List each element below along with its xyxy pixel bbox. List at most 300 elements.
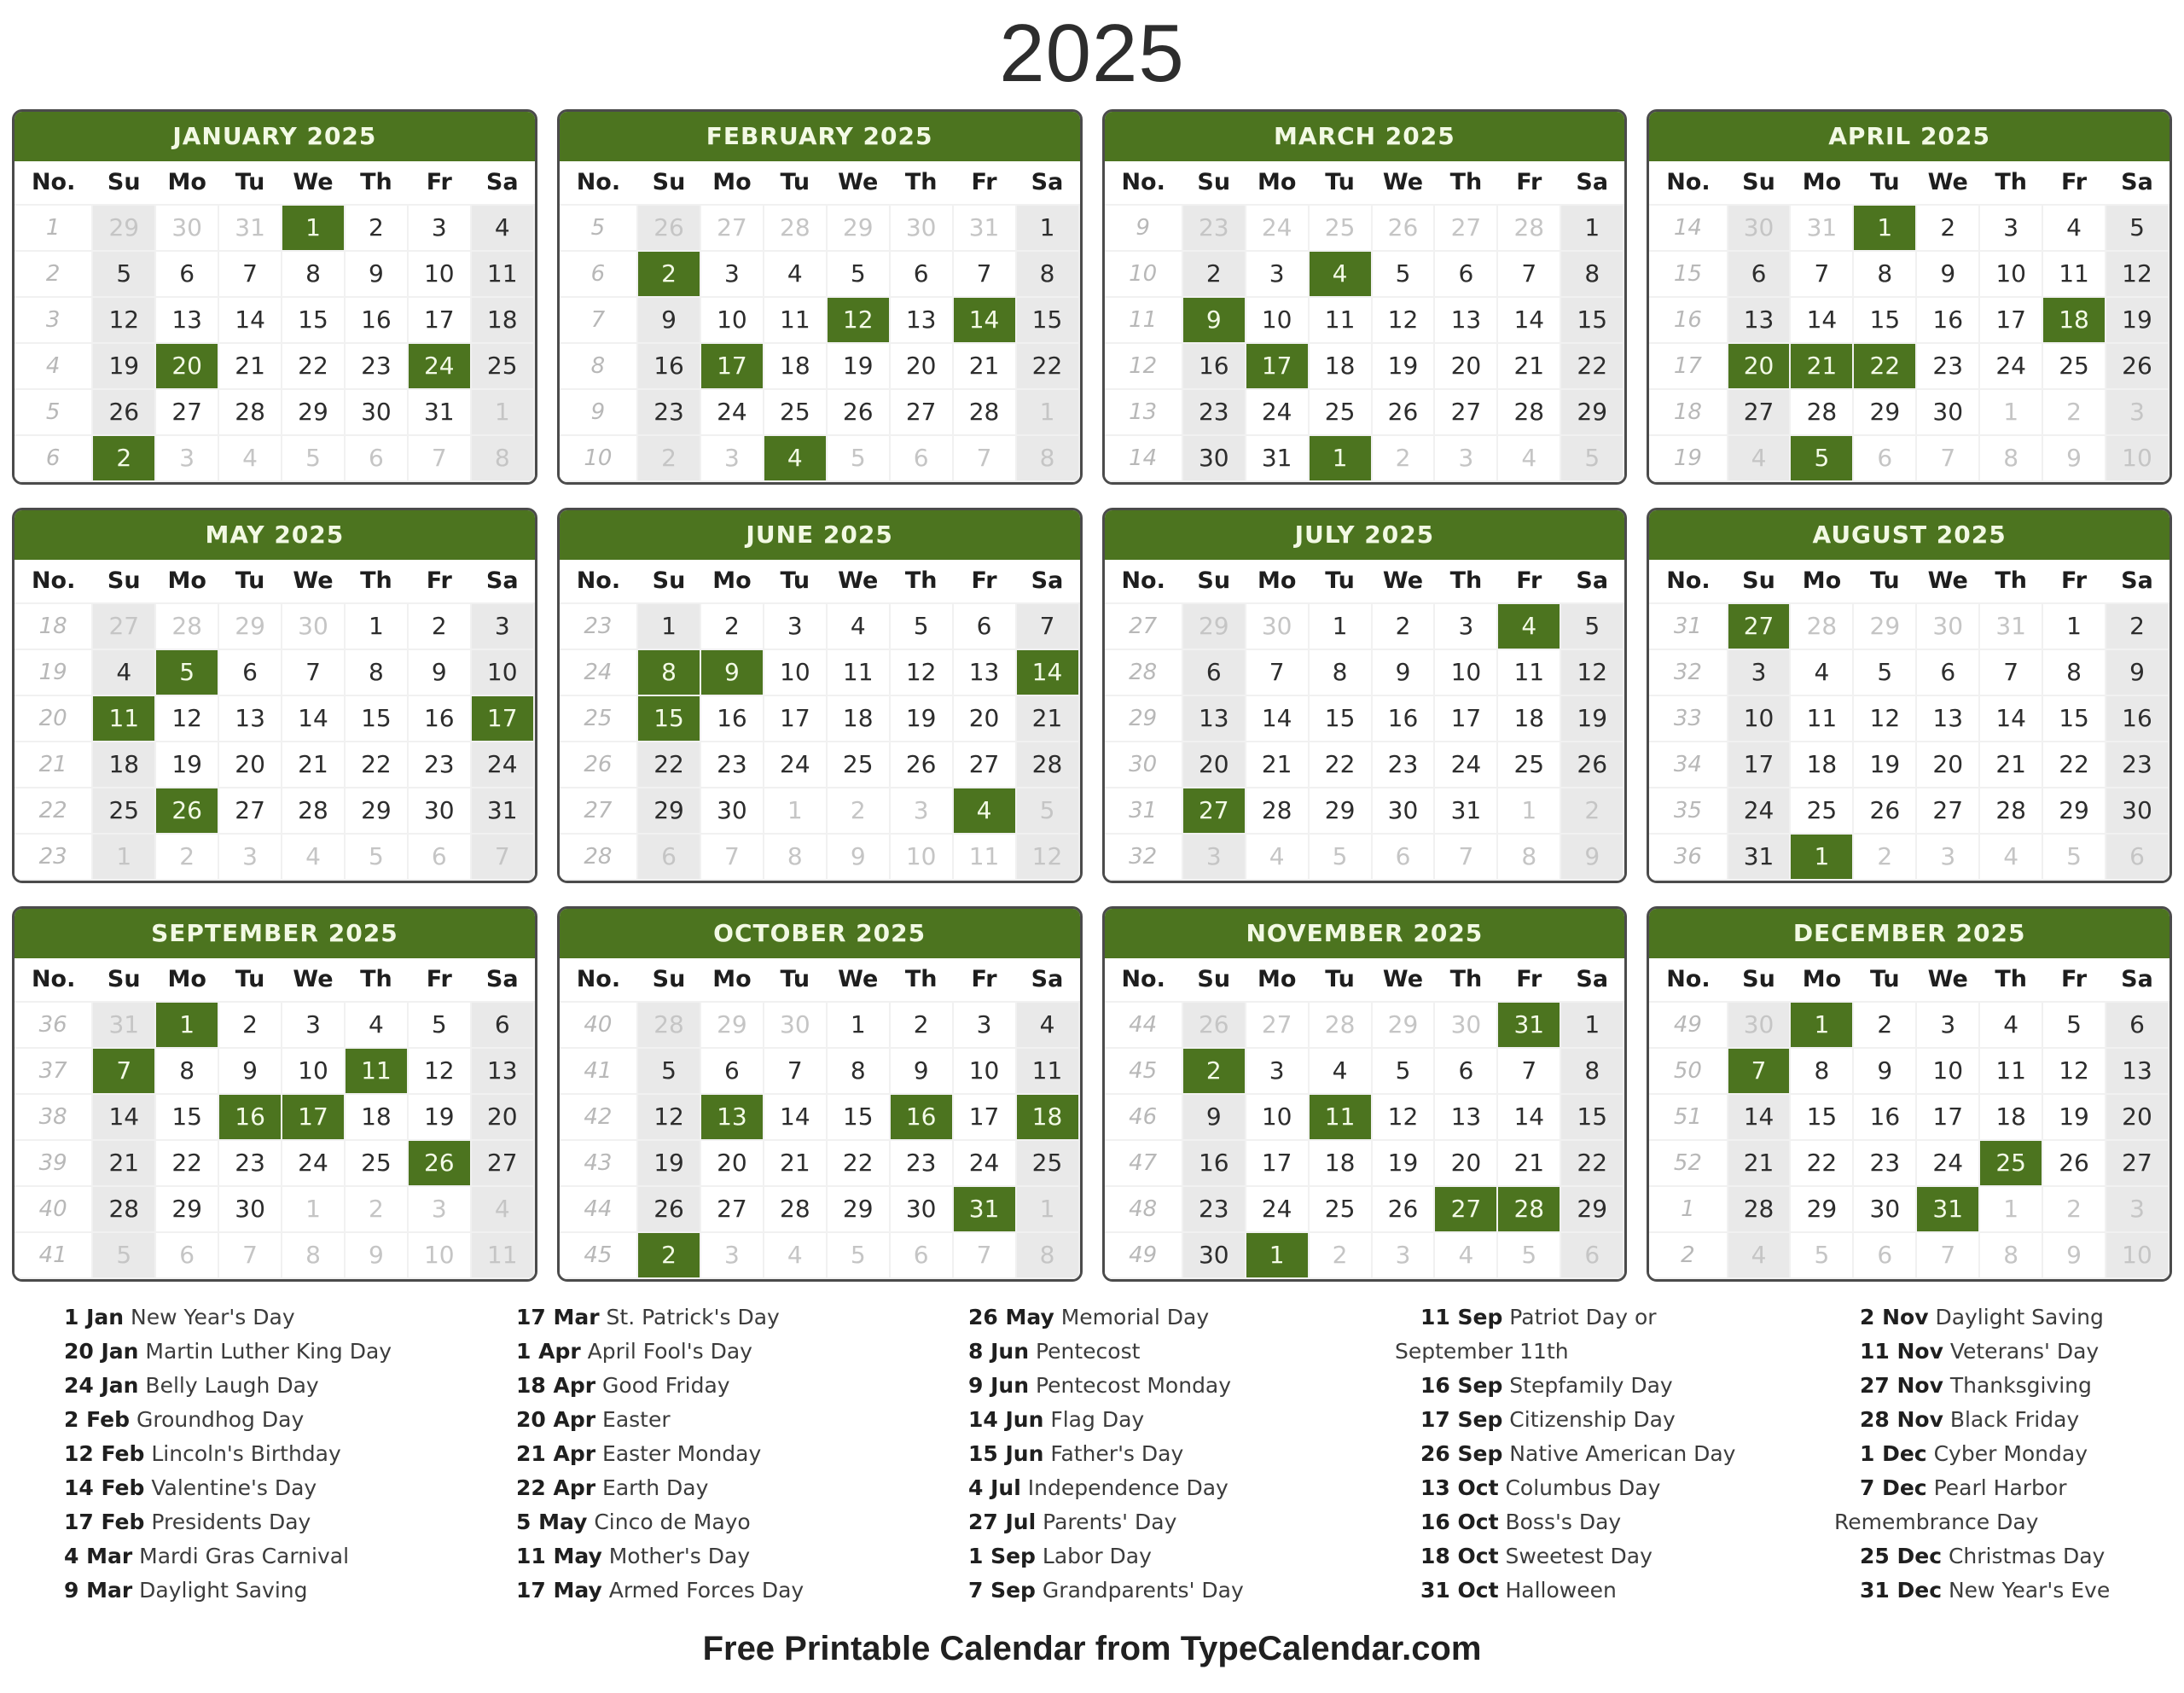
day-cell: 15 xyxy=(1790,1094,1853,1140)
holiday-item xyxy=(1395,1437,1834,1471)
day-cell: 1 xyxy=(1979,1186,2042,1232)
holiday-name: Independence Day xyxy=(1020,1475,1228,1500)
day-cell: 10 xyxy=(282,1048,345,1094)
day-cell: 6 xyxy=(1853,1232,1916,1278)
day-cell: 6 xyxy=(1853,435,1916,481)
day-cell: 22 xyxy=(1016,343,1079,389)
day-cell: 2 xyxy=(1182,251,1246,297)
week-row xyxy=(1649,251,2169,297)
day-cell: 31 xyxy=(408,389,471,435)
weekday-header-cell: Fr xyxy=(1497,958,1560,1002)
day-cell: 18 xyxy=(764,343,827,389)
weekday-header-row xyxy=(15,560,534,603)
week-row xyxy=(1105,603,1624,649)
day-cell: 6 xyxy=(890,435,953,481)
week-row xyxy=(1649,695,2169,742)
holiday-date: 28 Nov xyxy=(1860,1406,1943,1432)
day-cell: 30 xyxy=(1728,1002,1791,1048)
day-cell: 21 xyxy=(1497,1140,1560,1186)
holiday-day-cell: 21 xyxy=(1790,343,1853,389)
holiday-item xyxy=(38,1369,491,1403)
holiday-item xyxy=(1834,1335,2179,1369)
day-cell: 25 xyxy=(1016,1140,1079,1186)
day-cell: 10 xyxy=(2106,1232,2169,1278)
week-number-cell: 47 xyxy=(1105,1140,1182,1186)
week-number-cell: 30 xyxy=(1105,742,1182,788)
holiday-name: Black Friday xyxy=(1943,1406,2080,1432)
day-cell: 4 xyxy=(218,435,282,481)
day-cell: 3 xyxy=(1728,649,1791,695)
day-cell: 7 xyxy=(1790,251,1853,297)
week-number-cell: 43 xyxy=(560,1140,637,1186)
day-cell: 20 xyxy=(2106,1094,2169,1140)
weekday-header-cell: No. xyxy=(1105,161,1182,205)
weekday-header-cell: Mo xyxy=(1790,560,1853,603)
day-cell: 27 xyxy=(1434,389,1497,435)
holiday-day-cell: 2 xyxy=(1182,1048,1246,1094)
week-row xyxy=(560,1094,1079,1140)
day-cell: 26 xyxy=(2106,343,2169,389)
week-row xyxy=(1105,1232,1624,1278)
day-cell: 6 xyxy=(1182,649,1246,695)
weekday-header-cell: Su xyxy=(92,161,155,205)
day-cell: 17 xyxy=(953,1094,1016,1140)
week-number-cell: 38 xyxy=(15,1094,92,1140)
day-cell: 2 xyxy=(1309,1232,1372,1278)
day-cell: 10 xyxy=(700,297,764,343)
weekday-header-cell: Sa xyxy=(2106,958,2169,1002)
holiday-date: 25 Dec xyxy=(1860,1543,1943,1568)
week-row xyxy=(560,1002,1079,1048)
day-cell: 8 xyxy=(1560,251,1623,297)
weekday-header-cell: Mo xyxy=(700,161,764,205)
day-cell: 6 xyxy=(1434,1048,1497,1094)
holiday-name: Armed Forces Day xyxy=(601,1577,804,1603)
weekday-header-cell: Su xyxy=(92,958,155,1002)
day-cell: 27 xyxy=(1246,1002,1309,1048)
weekday-header-cell: Su xyxy=(1182,958,1246,1002)
day-cell: 30 xyxy=(155,205,218,251)
holiday-item xyxy=(1395,1471,1834,1505)
week-number-cell: 24 xyxy=(560,649,637,695)
holiday-date: 7 Sep xyxy=(968,1577,1036,1603)
weekday-header-cell: No. xyxy=(560,161,637,205)
day-cell: 19 xyxy=(155,742,218,788)
day-cell: 10 xyxy=(408,251,471,297)
month-card xyxy=(557,906,1083,1282)
day-cell: 31 xyxy=(1246,435,1309,481)
day-cell: 4 xyxy=(764,1232,827,1278)
day-cell: 18 xyxy=(345,1094,408,1140)
holiday-day-cell: 1 xyxy=(282,205,345,251)
day-cell: 7 xyxy=(1916,1232,1979,1278)
holiday-day-cell: 11 xyxy=(92,695,155,742)
day-cell: 8 xyxy=(2042,649,2106,695)
day-cell: 29 xyxy=(1560,1186,1623,1232)
day-cell: 9 xyxy=(2042,435,2106,481)
holiday-day-cell: 20 xyxy=(1728,343,1791,389)
day-cell: 8 xyxy=(471,435,534,481)
day-cell: 18 xyxy=(1497,695,1560,742)
day-cell: 6 xyxy=(218,649,282,695)
day-cell: 4 xyxy=(282,834,345,880)
week-number-cell: 14 xyxy=(1649,205,1727,251)
weekday-header-cell: Su xyxy=(1728,560,1791,603)
weekday-header-cell: Tu xyxy=(218,560,282,603)
holiday-day-cell: 7 xyxy=(1728,1048,1791,1094)
day-cell: 23 xyxy=(637,389,700,435)
holiday-item xyxy=(491,1369,943,1403)
week-number-cell: 45 xyxy=(1105,1048,1182,1094)
month-card xyxy=(12,109,537,485)
day-cell: 5 xyxy=(1497,1232,1560,1278)
month-table xyxy=(1649,958,2169,1279)
holiday-date: 16 Sep xyxy=(1420,1372,1503,1398)
day-cell: 4 xyxy=(1246,834,1309,880)
week-number-cell: 22 xyxy=(15,788,92,834)
weekday-header-cell: We xyxy=(1916,958,1979,1002)
day-cell: 29 xyxy=(1790,1186,1853,1232)
weekday-header-cell: We xyxy=(827,161,890,205)
day-cell: 26 xyxy=(1372,205,1435,251)
day-cell: 8 xyxy=(1016,1232,1079,1278)
day-cell: 14 xyxy=(92,1094,155,1140)
day-cell: 3 xyxy=(2106,389,2169,435)
holiday-day-cell: 1 xyxy=(1790,834,1853,880)
holiday-item xyxy=(1395,1403,1834,1437)
weekday-header-cell: No. xyxy=(560,958,637,1002)
day-cell: 1 xyxy=(1497,788,1560,834)
holiday-name: Patriot Day or September 11th xyxy=(1395,1304,1657,1364)
day-cell: 5 xyxy=(827,1232,890,1278)
day-cell: 16 xyxy=(1853,1094,1916,1140)
day-cell: 8 xyxy=(1790,1048,1853,1094)
holiday-item xyxy=(38,1574,491,1608)
day-cell: 11 xyxy=(1309,297,1372,343)
day-cell: 6 xyxy=(2106,834,2169,880)
day-cell: 24 xyxy=(700,389,764,435)
week-number-cell: 28 xyxy=(1105,649,1182,695)
day-cell: 10 xyxy=(1434,649,1497,695)
day-cell: 22 xyxy=(2042,742,2106,788)
day-cell: 7 xyxy=(700,834,764,880)
day-cell: 4 xyxy=(1790,649,1853,695)
day-cell: 20 xyxy=(1182,742,1246,788)
day-cell: 5 xyxy=(408,1002,471,1048)
day-cell: 11 xyxy=(471,1232,534,1278)
holiday-item xyxy=(1395,1300,1834,1369)
day-cell: 2 xyxy=(155,834,218,880)
holiday-day-cell: 1 xyxy=(1309,435,1372,481)
holiday-day-cell: 5 xyxy=(155,649,218,695)
week-number-cell: 40 xyxy=(15,1186,92,1232)
day-cell: 25 xyxy=(471,343,534,389)
week-number-cell: 6 xyxy=(15,435,92,481)
weekday-header-cell: Sa xyxy=(1016,958,1079,1002)
day-cell: 2 xyxy=(827,788,890,834)
holiday-name: Father's Day xyxy=(1043,1440,1184,1466)
week-row xyxy=(15,603,534,649)
holiday-date: 24 Jan xyxy=(64,1372,139,1398)
day-cell: 30 xyxy=(700,788,764,834)
week-row xyxy=(1105,1186,1624,1232)
day-cell: 22 xyxy=(1309,742,1372,788)
day-cell: 10 xyxy=(1979,251,2042,297)
holiday-name: Easter xyxy=(595,1406,671,1432)
day-cell: 12 xyxy=(1016,834,1079,880)
day-cell: 30 xyxy=(282,603,345,649)
week-row xyxy=(15,649,534,695)
day-cell: 7 xyxy=(953,1232,1016,1278)
day-cell: 17 xyxy=(1434,695,1497,742)
day-cell: 8 xyxy=(345,649,408,695)
weekday-header-cell: Su xyxy=(1728,161,1791,205)
weekday-header-cell: We xyxy=(1916,161,1979,205)
week-number-cell: 52 xyxy=(1649,1140,1727,1186)
week-row xyxy=(1649,343,2169,389)
holiday-item xyxy=(943,1369,1395,1403)
day-cell: 28 xyxy=(1790,603,1853,649)
day-cell: 24 xyxy=(1246,389,1309,435)
week-number-cell: 18 xyxy=(1649,389,1727,435)
holiday-date: 1 Sep xyxy=(968,1543,1036,1568)
week-row xyxy=(1649,1140,2169,1186)
day-cell: 8 xyxy=(1979,435,2042,481)
week-row xyxy=(15,389,534,435)
day-cell: 12 xyxy=(1560,649,1623,695)
day-cell: 4 xyxy=(1979,1002,2042,1048)
holiday-item xyxy=(491,1335,943,1369)
holiday-day-cell: 31 xyxy=(1916,1186,1979,1232)
day-cell: 24 xyxy=(764,742,827,788)
day-cell: 26 xyxy=(1853,788,1916,834)
day-cell: 14 xyxy=(1497,297,1560,343)
week-number-cell: 35 xyxy=(1649,788,1727,834)
holiday-day-cell: 14 xyxy=(953,297,1016,343)
holiday-item xyxy=(1395,1505,1834,1539)
weekday-header-cell: Mo xyxy=(1790,958,1853,1002)
holiday-date: 27 Jul xyxy=(968,1509,1037,1534)
weekday-header-cell: Fr xyxy=(953,560,1016,603)
week-row xyxy=(1105,788,1624,834)
day-cell: 22 xyxy=(827,1140,890,1186)
day-cell: 13 xyxy=(1434,1094,1497,1140)
day-cell: 16 xyxy=(1182,343,1246,389)
weekday-header-cell: Tu xyxy=(1853,161,1916,205)
holiday-name: Earth Day xyxy=(595,1475,709,1500)
day-cell: 8 xyxy=(764,834,827,880)
day-cell: 29 xyxy=(827,205,890,251)
weekday-header-cell: Sa xyxy=(471,161,534,205)
weekday-header-cell: Tu xyxy=(764,560,827,603)
day-cell: 12 xyxy=(155,695,218,742)
day-cell: 30 xyxy=(890,205,953,251)
holiday-day-cell: 4 xyxy=(764,435,827,481)
day-cell: 6 xyxy=(1916,649,1979,695)
week-row xyxy=(560,788,1079,834)
week-row xyxy=(1105,1140,1624,1186)
day-cell: 18 xyxy=(1979,1094,2042,1140)
day-cell: 11 xyxy=(953,834,1016,880)
day-cell: 3 xyxy=(471,603,534,649)
day-cell: 10 xyxy=(1246,297,1309,343)
day-cell: 9 xyxy=(408,649,471,695)
day-cell: 8 xyxy=(1016,251,1079,297)
weekday-header-cell: Tu xyxy=(1309,560,1372,603)
day-cell: 5 xyxy=(1560,603,1623,649)
holiday-name: St. Patrick's Day xyxy=(599,1304,780,1329)
day-cell: 15 xyxy=(282,297,345,343)
day-cell: 24 xyxy=(1728,788,1791,834)
day-cell: 20 xyxy=(1434,1140,1497,1186)
day-cell: 1 xyxy=(1016,205,1079,251)
holiday-name: Veterans' Day xyxy=(1943,1338,2100,1364)
day-cell: 6 xyxy=(890,251,953,297)
day-cell: 21 xyxy=(282,742,345,788)
day-cell: 23 xyxy=(890,1140,953,1186)
weekday-header-cell: Th xyxy=(1979,161,2042,205)
holiday-item xyxy=(38,1437,491,1471)
holiday-date: 31 Dec xyxy=(1860,1577,1943,1603)
weekday-header-cell: Mo xyxy=(700,958,764,1002)
day-cell: 30 xyxy=(1916,603,1979,649)
weekday-header-cell: We xyxy=(282,161,345,205)
holiday-date: 27 Nov xyxy=(1860,1372,1943,1398)
day-cell: 15 xyxy=(1309,695,1372,742)
day-cell: 29 xyxy=(700,1002,764,1048)
day-cell: 18 xyxy=(827,695,890,742)
weekday-header-cell: Tu xyxy=(1309,161,1372,205)
week-number-cell: 2 xyxy=(15,251,92,297)
week-number-cell: 48 xyxy=(1105,1186,1182,1232)
weekday-header-cell: Mo xyxy=(1246,560,1309,603)
day-cell: 3 xyxy=(408,205,471,251)
day-cell: 28 xyxy=(1016,742,1079,788)
week-row xyxy=(1649,742,2169,788)
day-cell: 26 xyxy=(637,1186,700,1232)
day-cell: 25 xyxy=(345,1140,408,1186)
day-cell: 20 xyxy=(890,343,953,389)
holiday-date: 14 Feb xyxy=(64,1475,145,1500)
day-cell: 15 xyxy=(1560,1094,1623,1140)
day-cell: 29 xyxy=(1182,603,1246,649)
week-number-cell: 32 xyxy=(1105,834,1182,880)
week-row xyxy=(1105,297,1624,343)
weekday-header-cell: Tu xyxy=(1853,958,1916,1002)
day-cell: 28 xyxy=(92,1186,155,1232)
holiday-date: 7 Dec xyxy=(1860,1475,1927,1500)
day-cell: 3 xyxy=(1434,435,1497,481)
holiday-date: 1 Apr xyxy=(516,1338,581,1364)
weekday-header-cell: Fr xyxy=(2042,958,2106,1002)
day-cell: 5 xyxy=(2042,834,2106,880)
week-number-cell: 41 xyxy=(560,1048,637,1094)
holiday-day-cell: 17 xyxy=(282,1094,345,1140)
week-row xyxy=(1105,649,1624,695)
week-row xyxy=(560,389,1079,435)
day-cell: 29 xyxy=(1853,603,1916,649)
day-cell: 27 xyxy=(155,389,218,435)
holiday-day-cell: 18 xyxy=(2042,297,2106,343)
week-number-cell: 45 xyxy=(560,1232,637,1278)
day-cell: 26 xyxy=(1560,742,1623,788)
day-cell: 26 xyxy=(890,742,953,788)
day-cell: 17 xyxy=(1979,297,2042,343)
holiday-column xyxy=(943,1300,1395,1608)
day-cell: 2 xyxy=(1853,1002,1916,1048)
day-cell: 17 xyxy=(408,297,471,343)
day-cell: 20 xyxy=(471,1094,534,1140)
day-cell: 19 xyxy=(890,695,953,742)
day-cell: 16 xyxy=(408,695,471,742)
holiday-name: Columbus Day xyxy=(1498,1475,1661,1500)
weekday-header-cell: No. xyxy=(1649,161,1727,205)
week-number-cell: 40 xyxy=(560,1002,637,1048)
day-cell: 29 xyxy=(1560,389,1623,435)
holiday-column xyxy=(1395,1300,1834,1608)
holiday-date: 17 May xyxy=(516,1577,602,1603)
holiday-day-cell: 9 xyxy=(700,649,764,695)
day-cell: 5 xyxy=(1372,1048,1435,1094)
day-cell: 28 xyxy=(1790,389,1853,435)
day-cell: 3 xyxy=(1916,1002,1979,1048)
week-number-cell: 46 xyxy=(1105,1094,1182,1140)
holiday-date: 22 Apr xyxy=(516,1475,596,1500)
week-number-cell: 12 xyxy=(1105,343,1182,389)
holiday-item xyxy=(943,1437,1395,1471)
day-cell: 6 xyxy=(345,435,408,481)
day-cell: 7 xyxy=(1016,603,1079,649)
holiday-item xyxy=(1834,1437,2179,1471)
holiday-day-cell: 26 xyxy=(408,1140,471,1186)
day-cell: 21 xyxy=(764,1140,827,1186)
holiday-date: 8 Jun xyxy=(968,1338,1029,1364)
holiday-item xyxy=(491,1505,943,1539)
weekday-header-cell: Tu xyxy=(764,161,827,205)
day-cell: 17 xyxy=(1728,742,1791,788)
weekday-header-cell: Tu xyxy=(764,958,827,1002)
day-cell: 7 xyxy=(471,834,534,880)
day-cell: 25 xyxy=(92,788,155,834)
day-cell: 25 xyxy=(827,742,890,788)
holiday-item xyxy=(943,1505,1395,1539)
week-row xyxy=(560,603,1079,649)
day-cell: 5 xyxy=(282,435,345,481)
weekday-header-cell: Th xyxy=(890,560,953,603)
holiday-item xyxy=(491,1574,943,1608)
weekday-header-row xyxy=(1105,161,1624,205)
day-cell: 30 xyxy=(890,1186,953,1232)
day-cell: 8 xyxy=(155,1048,218,1094)
weekday-header-cell: Sa xyxy=(471,560,534,603)
day-cell: 29 xyxy=(92,205,155,251)
holiday-day-cell: 17 xyxy=(700,343,764,389)
day-cell: 7 xyxy=(1497,1048,1560,1094)
week-number-cell: 4 xyxy=(15,343,92,389)
day-cell: 1 xyxy=(471,389,534,435)
day-cell: 9 xyxy=(827,834,890,880)
weekday-header-cell: We xyxy=(282,560,345,603)
day-cell: 1 xyxy=(1979,389,2042,435)
day-cell: 28 xyxy=(764,205,827,251)
day-cell: 2 xyxy=(345,1186,408,1232)
month-title: SEPTEMBER 2025 xyxy=(15,909,535,958)
day-cell: 15 xyxy=(155,1094,218,1140)
weekday-header-cell: Sa xyxy=(1560,560,1623,603)
week-row xyxy=(1105,834,1624,880)
day-cell: 29 xyxy=(218,603,282,649)
weekday-header-cell: Fr xyxy=(2042,161,2106,205)
